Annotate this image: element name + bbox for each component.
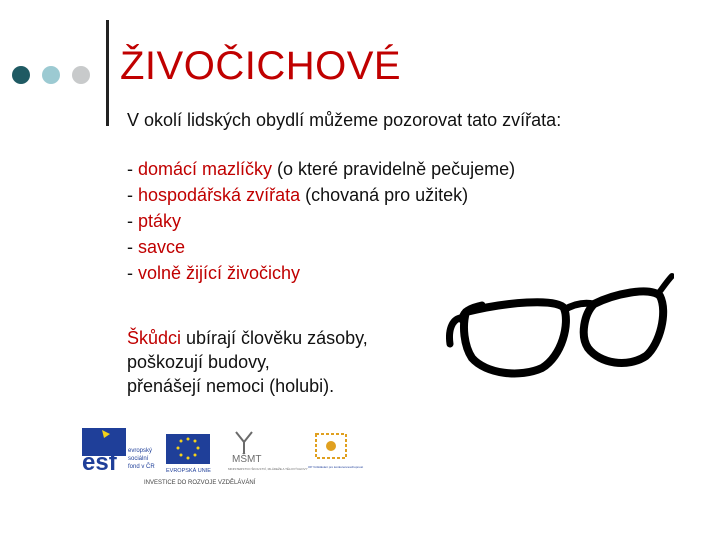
op-text: OP Vzdělávání pro konkurenceschopnost — [308, 465, 364, 469]
tagline: INVESTICE DO ROZVOJE VZDĚLÁVÁNÍ — [144, 480, 256, 486]
list-item-highlight: domácí mazlíčky — [138, 159, 273, 179]
eu-flag-logo — [166, 434, 211, 474]
pests-highlight: Škůdci — [127, 328, 182, 348]
animal-list — [127, 156, 515, 286]
list-item-highlight: volně žijící živočichy — [138, 263, 301, 283]
msmt-text: MŠMT — [232, 454, 262, 465]
esf-text: esf — [82, 449, 117, 476]
pests-line: poškozují budovy, — [127, 352, 270, 372]
glasses-icon — [446, 272, 674, 382]
esf-logo — [82, 428, 155, 476]
list-item: - volně žijící živočichy — [127, 263, 301, 283]
list-item-highlight: hospodářská zvířata — [138, 185, 301, 205]
intro-text: V okolí lidských obydlí můžeme pozorovat tato zvířata: — [127, 110, 562, 130]
list-item-highlight: ptáky — [138, 211, 182, 231]
eu-text: EVROPSKÁ UNIE — [166, 468, 211, 474]
pests-paragraph — [127, 326, 368, 398]
list-item: - savce — [127, 237, 186, 257]
decor-dot-grey — [72, 66, 90, 84]
list-item-highlight: savce — [138, 237, 186, 257]
esf-side-3: fond v ČR — [128, 464, 155, 470]
slide-title: ŽIVOČICHOVÉ — [120, 44, 402, 88]
list-item: - ptáky — [127, 211, 182, 231]
pests-line: Škůdci ubírají člověku zásoby, — [127, 328, 368, 348]
msmt-subtext: MINISTERSTVO ŠKOLSTVÍ, MLÁDEŽE A TĚLOVÝCHOVY — [228, 467, 308, 471]
op-logo — [308, 434, 363, 469]
title-divider — [106, 20, 109, 126]
esf-side-1: evropský — [128, 448, 153, 454]
list-item: - domácí mazlíčky (o které pravidelně pečujeme) — [127, 159, 516, 179]
decor-dot-dark — [12, 66, 30, 84]
msmt-logo — [228, 432, 308, 471]
list-item: - hospodářská zvířata (chovaná pro užitek) — [127, 185, 469, 205]
funding-logos — [80, 424, 370, 490]
pests-line: přenášejí nemoci (holubi). — [127, 376, 335, 396]
decor-dot-light — [42, 66, 60, 84]
esf-side-2: sociální — [128, 456, 149, 462]
